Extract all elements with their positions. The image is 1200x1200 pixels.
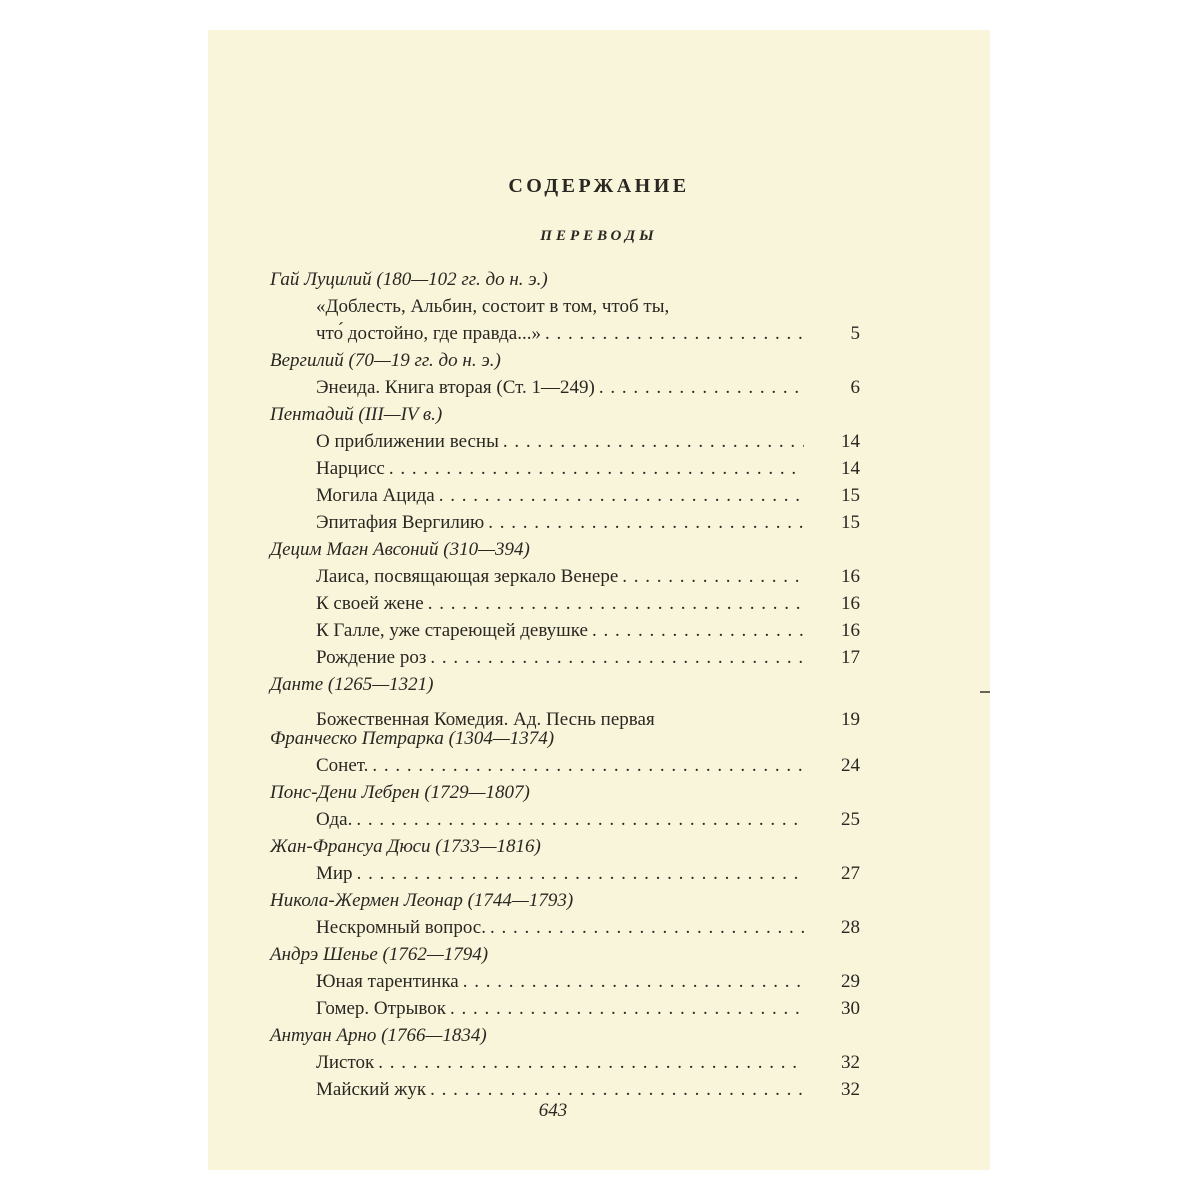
toc-page-number: 16 <box>841 593 860 614</box>
toc-page-number: 19 <box>841 709 860 730</box>
toc-page-number: 27 <box>841 863 860 884</box>
page-number: 643 <box>538 1100 568 1121</box>
toc-entry-title: О приближении весны <box>316 431 499 452</box>
toc-author: Франческо Петрарка (1304—1374) <box>270 728 555 749</box>
toc-entry <box>270 428 860 455</box>
toc-author: Понс-Дени Лебрен (1729—1807) <box>270 782 530 803</box>
toc-author: Данте (1265—1321) <box>270 674 434 695</box>
dot-leader <box>488 509 804 536</box>
toc-entry-title: Гомер. Отрывок <box>316 998 447 1019</box>
toc-page-number: 29 <box>841 971 860 992</box>
toc-entry-title: «Доблесть, Альбин, состоит в том, чтоб ты, <box>316 296 670 317</box>
toc-entry-title: Рождение роз <box>316 647 427 668</box>
toc-entry-title: Могила Ацида <box>316 485 435 506</box>
toc-entry-title-continued: что́ достойно, где правда...» <box>316 323 541 344</box>
toc-page-number: 28 <box>841 917 860 938</box>
toc-entry-title: Эпитафия Вергилию <box>316 512 485 533</box>
toc-page-number: 5 <box>850 323 860 344</box>
toc-page-number: 16 <box>841 620 860 641</box>
dot-leader <box>430 644 804 671</box>
toc-entry <box>270 995 860 1022</box>
dot-leader <box>439 482 804 509</box>
toc-entry <box>270 509 860 536</box>
toc-entry <box>270 617 860 644</box>
toc-entry <box>270 752 860 779</box>
toc-entry <box>270 563 860 590</box>
dot-leader <box>503 428 804 455</box>
toc-entry-title: Листок <box>316 1052 375 1073</box>
toc-author: Гай Луцилий (180—102 гг. до н. э.) <box>270 269 548 290</box>
toc-page-number: 25 <box>841 809 860 830</box>
dot-leader <box>545 320 804 347</box>
toc-entry <box>270 482 860 509</box>
toc-page-number: 24 <box>841 755 860 776</box>
toc-page-number: 15 <box>841 512 860 533</box>
page-title: СОДЕРЖАНИЕ <box>508 175 690 197</box>
toc-entry-title: Энеида. Книга вторая (Ст. 1—249) <box>316 377 595 398</box>
toc-author: Вергилий (70—19 гг. до н. э.) <box>270 350 501 371</box>
toc-entry-title: К Галле, уже стареющей девушке <box>316 620 588 641</box>
toc-entry-title: Майский жук <box>316 1079 427 1100</box>
toc-entry <box>270 968 860 995</box>
toc-page-number: 16 <box>841 566 860 587</box>
dot-leader <box>599 374 804 401</box>
toc-page-number: 14 <box>841 431 860 452</box>
table-of-contents <box>270 266 860 1103</box>
dot-leader <box>450 995 804 1022</box>
toc-author: Децим Магн Авсоний (310—394) <box>270 539 530 560</box>
toc-entry <box>270 914 860 941</box>
toc-page-number: 14 <box>841 458 860 479</box>
dot-leader <box>378 1049 804 1076</box>
toc-entry <box>270 374 860 401</box>
toc-entry <box>270 1049 860 1076</box>
toc-entry-title: Юная тарентинка <box>316 971 459 992</box>
dot-leader <box>659 698 804 725</box>
toc-entry-title: Нарцисс <box>316 458 385 479</box>
toc-page-number: 15 <box>841 485 860 506</box>
dot-leader <box>463 968 804 995</box>
toc-entry-title: Ода. <box>316 809 353 830</box>
toc-entry <box>270 806 860 833</box>
toc-entry <box>270 698 860 730</box>
toc-entry-title: Мир <box>316 863 353 884</box>
dot-leader <box>389 455 804 482</box>
toc-page-number: 6 <box>850 377 860 398</box>
toc-entry <box>270 1076 860 1103</box>
toc-entry-title: Божественная Комедия. Ад. Песнь первая <box>316 709 655 730</box>
toc-entry-title: Нескромный вопрос. <box>316 917 486 938</box>
toc-entry <box>270 860 860 887</box>
toc-entry-title: Лаиса, посвящающая зеркало Венере <box>316 566 619 587</box>
dot-leader <box>372 752 804 779</box>
toc-entry <box>270 644 860 671</box>
dot-leader <box>592 617 804 644</box>
print-mark <box>980 691 990 693</box>
toc-author: Никола-Жермен Леонар (1744—1793) <box>270 890 574 911</box>
toc-author: Пентадий (III—IV в.) <box>270 404 443 425</box>
dot-leader <box>490 914 804 941</box>
book-page <box>208 30 990 1170</box>
dot-leader <box>428 590 804 617</box>
toc-entry <box>270 293 860 347</box>
toc-author: Андрэ Шенье (1762—1794) <box>270 944 489 965</box>
toc-entry <box>270 590 860 617</box>
dot-leader <box>357 860 804 887</box>
dot-leader <box>356 806 804 833</box>
toc-page-number: 32 <box>841 1079 860 1100</box>
dot-leader <box>622 563 804 590</box>
toc-author: Антуан Арно (1766—1834) <box>270 1025 487 1046</box>
toc-entry-title: К своей жене <box>316 593 424 614</box>
toc-entry <box>270 455 860 482</box>
toc-entry-title: Сонет. <box>316 755 369 776</box>
toc-page-number: 30 <box>841 998 860 1019</box>
section-heading: ПЕРЕВОДЫ <box>540 228 658 244</box>
toc-page-number: 32 <box>841 1052 860 1073</box>
toc-author: Жан-Франсуа Дюси (1733—1816) <box>270 836 541 857</box>
toc-page-number: 17 <box>841 647 860 668</box>
dot-leader <box>430 1076 804 1103</box>
